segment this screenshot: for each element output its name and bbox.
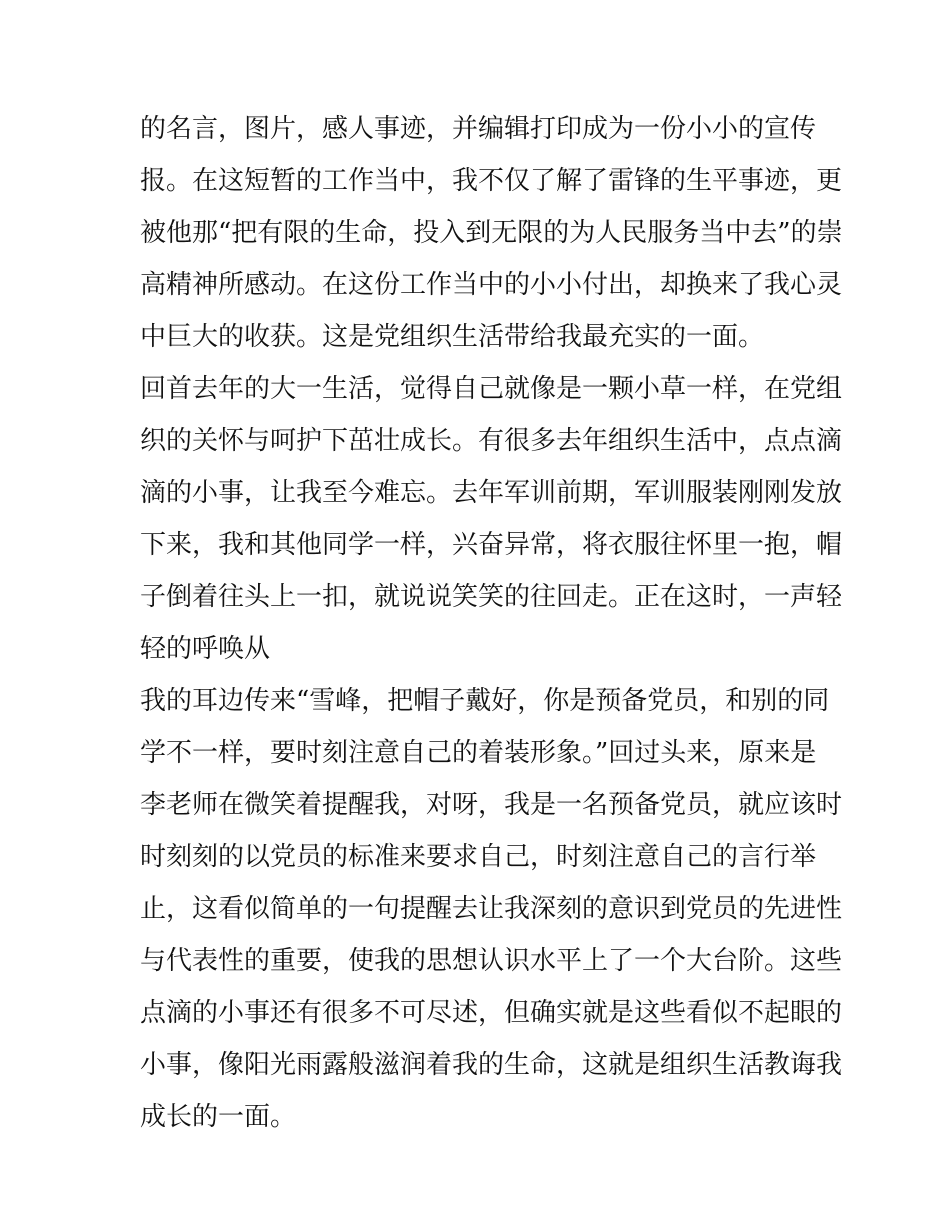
text-line: 止，这看似简单的一句提醒去让我深刻的意识到党员的先进性 bbox=[140, 894, 843, 924]
text-line: 学不一样，要时刻注意自己的着装形象。”回过头来，原来是 bbox=[140, 738, 817, 768]
text-line: 被他那“把有限的生命，投入到无限的为人民服务当中去”的崇 bbox=[140, 218, 843, 248]
text-line: 回首去年的大一生活，觉得自己就像是一颗小草一样，在党组 bbox=[140, 374, 843, 404]
text-line: 点滴的小事还有很多不可尽述，但确实就是这些看似不起眼的 bbox=[140, 998, 843, 1028]
text-line: 报。在这短暂的工作当中，我不仅了解了雷锋的生平事迹，更 bbox=[140, 166, 843, 196]
text-line: 我的耳边传来“雪峰，把帽子戴好，你是预备党员，和别的同 bbox=[140, 686, 830, 716]
text-line: 滴的小事，让我至今难忘。去年军训前期，军训服装刚刚发放 bbox=[140, 478, 843, 508]
text-line: 与代表性的重要，使我的思想认识水平上了一个大台阶。这些 bbox=[140, 946, 843, 976]
text-line: 高精神所感动。在这份工作当中的小小付出，却换来了我心灵 bbox=[140, 270, 843, 300]
body-text bbox=[140, 103, 843, 1143]
text-line: 李老师在微笑着提醒我，对呀，我是一名预备党员，就应该时 bbox=[140, 790, 843, 820]
text-line: 中巨大的收获。这是党组织生活带给我最充实的一面。 bbox=[140, 322, 765, 352]
text-line: 的名言，图片，感人事迹，并编辑打印成为一份小小的宣传 bbox=[140, 114, 817, 144]
text-line: 小事，像阳光雨露般滋润着我的生命，这就是组织生活教诲我 bbox=[140, 1050, 843, 1080]
text-line: 下来，我和其他同学一样，兴奋异常，将衣服往怀里一抱，帽 bbox=[140, 530, 843, 560]
text-line: 织的关怀与呵护下茁壮成长。有很多去年组织生活中，点点滴 bbox=[140, 426, 843, 456]
text-line: 成长的一面。 bbox=[140, 1102, 297, 1132]
text-line: 轻的呼唤从 bbox=[140, 634, 271, 664]
text-line: 子倒着往头上一扣，就说说笑笑的往回走。正在这时，一声轻 bbox=[140, 582, 843, 612]
text-line: 时刻刻的以党员的标准来要求自己，时刻注意自己的言行举 bbox=[140, 842, 817, 872]
